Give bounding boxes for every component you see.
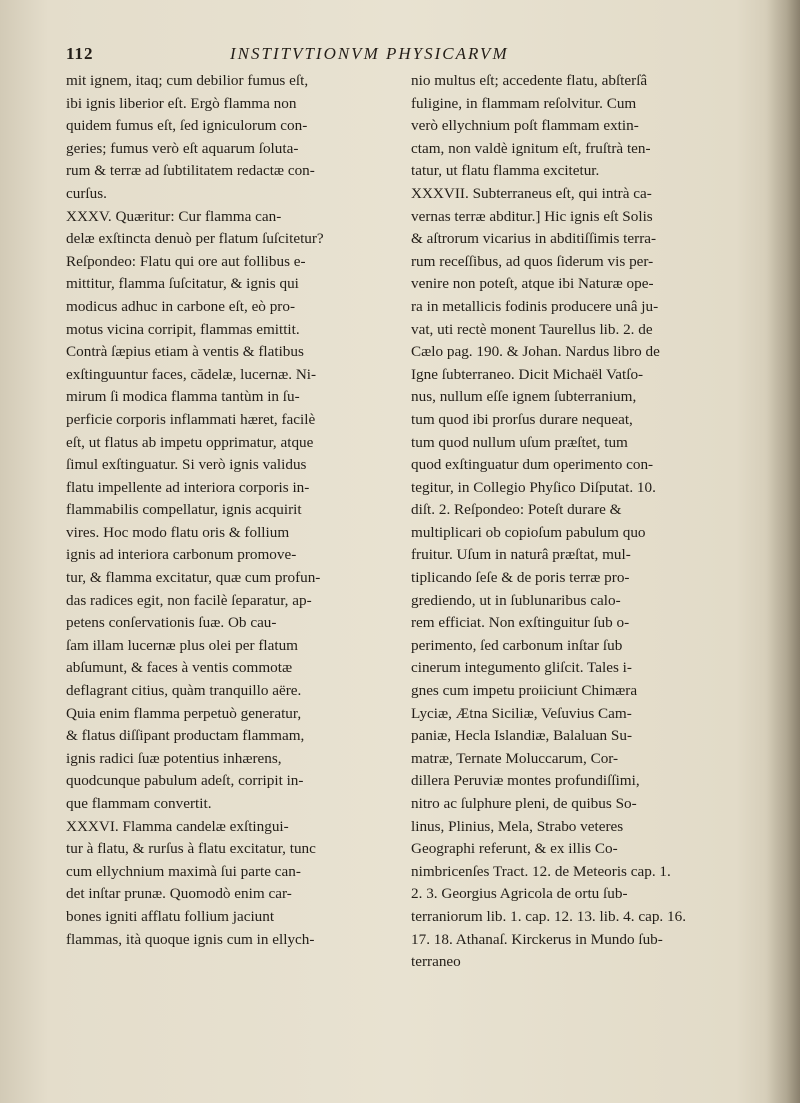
text-line: cinerum integumento gliſcit. Tales i- (411, 659, 632, 677)
text-line: Igne ſubterraneo. Dicit Michaël Vatſo- (411, 365, 644, 383)
text-line: tum quod nullum uſum præſtet, tum (411, 433, 628, 451)
text-line: modicus adhuc in carbone eſt, eò pro- (66, 297, 295, 315)
text-line: terraniorum lib. 1. cap. 12. 13. lib. 4. cap. 16. (411, 907, 686, 925)
text-line: gnes cum impetu proiiciunt Chimæra (411, 682, 638, 700)
text-line: fuligine, in flammam reſolvitur. Cum (411, 94, 637, 112)
text-line: fruitur. Uſum in naturâ præſtat, mul- (411, 546, 631, 564)
text-line: tegitur, in Collegio Phyſico Diſputat. 10. (411, 478, 656, 496)
text-line: ſimul exſtinguatur. Si verò ignis validus (66, 456, 307, 474)
text-line: mittitur, flamma ſuſcitatur, & ignis qui (66, 275, 299, 293)
text-line: que flammam convertit. (66, 795, 212, 812)
text-line: rem efficiat. Non exſtinguitur ſub o- (411, 614, 630, 632)
text-line: tatur, ut flatu flamma excitetur. (411, 162, 600, 180)
text-line: exſtinguuntur faces, cădelæ, lucernæ. Ni- (66, 365, 317, 383)
text-line: 17. 18. Athanaſ. Kirckerus in Mundo ſub- (411, 930, 663, 948)
text-line: & flatus diſſipant productam flammam, (66, 727, 305, 745)
text-line: Contrà ſæpius etiam à ventis & flatibus (66, 343, 304, 361)
text-line: Lyciæ, Ætna Siciliæ, Veſuvius Cam- (411, 704, 632, 722)
page-gutter-shadow (766, 0, 800, 1103)
text-line: nimbricenſes Tract. 12. de Meteoris cap. 1. (411, 862, 671, 880)
text-line: paniæ, Hecla Islandiæ, Balaluan Su- (411, 727, 633, 745)
text-line: terraneo (411, 953, 461, 971)
text-line: grediendo, ut in ſublunaribus calo- (411, 591, 621, 609)
text-line: venire non poteſt, atque ibi Naturæ ope- (411, 275, 654, 293)
text-line: tum quod ibi prorſus durare nequeat, (411, 410, 633, 428)
text-line: & aſtrorum vicarius in abditiſſimis terra- (411, 230, 657, 248)
text-line: Reſpondeo: Flatu qui ore aut follibus e- (66, 252, 306, 270)
text-line: ignis radici ſuæ potentius inhærens, (66, 749, 282, 767)
text-line: Geographi referunt, & ex illis Co- (411, 840, 618, 858)
text-line: tiplicando ſeſe & de poris terræ pro- (411, 569, 630, 587)
text-line: diſt. 2. Reſpondeo: Poteſt durare & (411, 501, 622, 519)
text-line: ibi ignis liberior eſt. Ergò flamma non (66, 94, 297, 112)
text-line: quodcunque pabulum adeſt, corripit in- (66, 772, 304, 790)
text-line: verò ellychnium poſt flammam extin- (411, 117, 639, 135)
text-line: nitro ac ſulphure pleni, de quibus So- (411, 795, 637, 812)
text-line: vires. Hoc modo flatu oris & follium (66, 523, 290, 541)
text-line: Cælo pag. 190. & Johan. Nardus libro de (411, 343, 660, 361)
text-line: geries; fumus verò eſt aquarum ſoluta- (66, 139, 299, 157)
text-line: quidem fumus eſt, ſed igniculorum con- (66, 117, 308, 135)
text-line: quod exſtinguatur dum operimento con- (411, 456, 654, 474)
left-text-column (66, 70, 384, 951)
text-line: XXXVI. Flamma candelæ exſtingui- (66, 817, 289, 835)
text-line: multiplicari ob copioſum pabulum quo (411, 523, 646, 541)
text-line: flammas, ità quoque ignis cum in ellych- (66, 930, 315, 948)
text-line: Quia enim flamma perpetuò generatur, (66, 704, 302, 722)
page-header (66, 44, 746, 70)
text-line: nio multus eſt; accedente flatu, abſterſâ (411, 72, 648, 89)
text-line: flammabilis compellatur, ignis acquirit (66, 501, 302, 519)
text-line: det inſtar prunæ. Quomodò enim car- (66, 885, 292, 903)
right-text-column (411, 70, 745, 974)
text-line: ignis ad interiora carbonum promove- (66, 546, 297, 564)
text-line: mirum ſi modica flamma tantùm in ſu- (66, 388, 300, 406)
text-line: tur, & flamma excitatur, quæ cum profun- (66, 569, 321, 587)
text-line: ra in metallicis fodinis producere unâ ju- (411, 297, 659, 315)
text-line: ctam, non valdè ignitum eſt, fruſtrà ten- (411, 139, 651, 157)
text-line: ſam illam lucernæ plus olei per flatum (66, 636, 298, 654)
text-line: rum & terræ ad ſubtilitatem redactæ con- (66, 162, 315, 180)
text-line: vat, uti rectè monent Taurellus lib. 2. de (411, 320, 653, 338)
text-line: bones igniti afflatu follium jaciunt (66, 907, 275, 925)
text-line: nus, nullum eſſe ignem ſubterranium, (411, 388, 637, 406)
text-line: 2. 3. Georgius Agricola de ortu ſub- (411, 885, 628, 903)
text-line: linus, Plinius, Mela, Strabo veteres (411, 817, 624, 835)
text-line: mit ignem, itaq; cum debilior fumus eſt, (66, 72, 309, 89)
text-line: eſt, ut flatus ab impetu opprimatur, atque (66, 433, 314, 451)
text-line: motus vicina corripit, flammas emittit. (66, 320, 300, 338)
text-line: rum receſſibus, ad quos ſiderum vis per- (411, 252, 654, 270)
text-line: perimento, ſed carbonum inſtar ſub (411, 636, 623, 654)
text-line: perficie corporis inflammati hæret, facilè (66, 410, 316, 428)
text-line: vernas terræ abditur.] Hic ignis eſt Solis (411, 207, 653, 225)
page-number: 112 (66, 44, 94, 63)
text-line: cum ellychnium maximà ſui parte can- (66, 862, 301, 880)
text-line: tur à flatu, & rurſus à flatu excitatur, tunc (66, 840, 316, 858)
text-line: delæ exſtincta denuò per flatum ſuſcitetur? (66, 230, 324, 248)
text-line: XXXVII. Subterraneus eſt, qui intrà ca- (411, 184, 652, 202)
text-line: petens conſervationis ſuæ. Ob cau- (66, 614, 277, 632)
text-line: dillera Peruviæ montes profundiſſimi, (411, 772, 640, 790)
text-line: abſumunt, & faces à ventis commotæ (66, 659, 293, 677)
text-line: XXXV. Quæritur: Cur flamma can- (66, 207, 282, 225)
text-line: curſus. (66, 184, 107, 202)
text-line: das radices egit, non facilè ſeparatur, ap- (66, 591, 312, 609)
text-line: flatu impellente ad interiora corporis in- (66, 478, 310, 496)
text-line: matræ, Ternate Moluccarum, Cor- (411, 749, 619, 767)
running-title: INSTITVTIONVM PHYSICARVM (230, 44, 509, 63)
text-line: deflagrant citius, quàm tranquillo aëre. (66, 682, 302, 700)
